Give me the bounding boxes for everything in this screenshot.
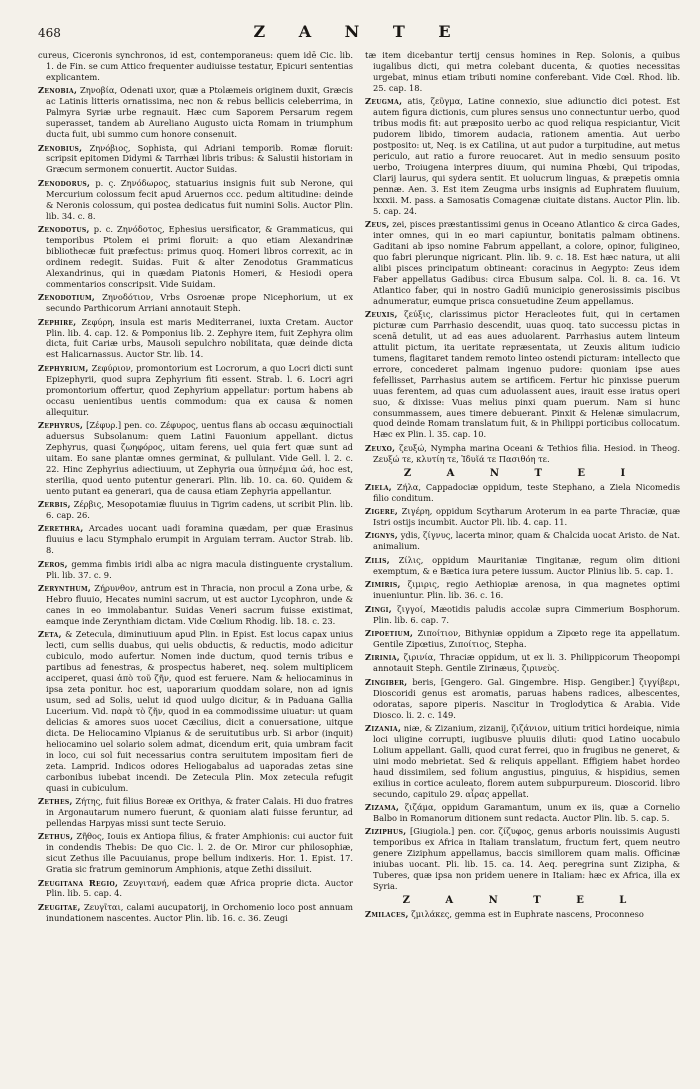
entry-lemma: Zethus, <box>38 831 74 842</box>
dictionary-entry <box>38 796 353 829</box>
entry-text: p. ς. Ζηνόδωρος, statuarius insignis fuit sub Nerone, qui Mercurium colossum fecit apud Aruernos ccc. pedum altitudine: deinde & Neronis colossum, qui postea dedicatus fuit numini Solis. Auctor Plin. lib. 34. c. 8. <box>46 177 353 221</box>
running-head: Z A N T E <box>253 22 465 41</box>
entry-lemma: Zenobius, <box>38 142 83 153</box>
dictionary-entry <box>38 292 353 314</box>
entry-text: ζιζάμα, oppidum Garamantum, unum ex iis, quæ a Cornelio Balbo in Romanorum ditionem sunt redacta. Auctor Plin. lib. 5. cap. 5. <box>373 802 680 823</box>
entry-text: niæ, & Zizanium, zizanij, ζιζάνιον, uitium tritici hordeique, nimia loci uligine corrupti, iugibusve pluuiis diluti: quod Latino uocabulo Lolium appellant. Galli, quod curat ferrei, quo in frugibus ne generet, & uini modo mebrietat. Sed & reliquis appellant. Effigiem habet hordeo haud dissimilem, sed folium angustius, pinguius, & hispidius, semen exilius in cortice aculeato, florem autem subpurpureum. Dioscorid. libro secundo, capitulo 29. αἶρας appellat. <box>373 722 680 799</box>
dictionary-entry <box>365 802 680 824</box>
dictionary-entry <box>38 583 353 627</box>
entry-lemma: Zeuxis, <box>365 309 398 320</box>
entry-text: p. c. Ζηνόδοτος, Ephesius uersificator, & Grammaticus, qui temporibus Ptolem ei primi floruit: a quo etiam Alexandrinæ bibliothecæ fuit præfectus: primus quoq. Homeri libros correxit, ac in ordinem redegit. Suidas. Fuit & alter Zenodotus Grammaticus Alexandrinus, qui in quædam Piatonis Homeri, & Hesiodi opera commentarios conscripsit. Vide Suidam. <box>46 224 353 289</box>
entry-lemma: Zigere, <box>365 506 399 517</box>
entry-lemma: Zingiber, <box>365 676 408 687</box>
entry-text: & Zetecula, diminutiuum apud Plin. in Epist. Est locus capax unius lecti, cum sellis duabus, qui uelis obductis, & reductis, modo adicitur cubiculo, modo aufertur. Nomen inde ductum, quod ternis tribus e partibus ad fenestras, & prospectus haberet, neq. solem multiplicem acciperet, quasi ἀπὸ τοῦ ζῆν, quod est feruere. Nam & heliocaminus in ipsa zeta ponitur. hoc est, uaporarium quoddam solare, non ad ignis usum, sed ad Solis, uelut id quod uulgo dicitur, & in Paduana Gallia Lucerium. Vid. παρὰ τὸ ζῆν, quod in ea commodissime uiuatur: ut quam delicias & amores suos uocet Cæcilius, dicit a conuersatione, uitque dicta. De Heliocamino Vlpianus & de seruitutibus urb. Si arbor (inquit) heliocamino uel solario solem admat, dicendum erit, quia umbram facit in loco, cui sol fuit necessarius contra seruitutem impositam fieri de zeta. Lamprid. Indicos odores Heliogabalus ad uaporadas zetas sine carbonibus iubebat incendi. De Zetecula Plin. Mox zetecula refugit quasi in cubiculum. <box>46 629 353 793</box>
dictionary-entry <box>38 499 353 521</box>
entry-text: ζμιλάκες, gemma est in Euphrate nascens, Proconneso <box>411 909 644 919</box>
dictionary-entry <box>38 629 353 793</box>
dictionary-entry <box>365 482 680 504</box>
entry-text: Ζίλις, oppidum Mauritaniæ Tingitanæ, regum olim ditioni exemptum, & e Bætica iura petere iussum. Auctor Plinius lib. 5. cap. 1. <box>373 554 680 576</box>
entry-text: Ζεφύριον, promontorium est Locrorum, a quo Locri dicti sunt Epizephyrii, quod supra Zephyrium fiti essent. Strab. l. 6. Locri agri promontorium offertur, quod Zephyrium appellatur: portum habens ab occasu uenientibus uentis commodum: qua ex causa & nomen allequitur. <box>46 362 353 417</box>
dictionary-entry <box>38 178 353 222</box>
entry-lemma: Zephyrium, <box>38 362 89 373</box>
page-number: 468 <box>38 26 61 40</box>
entry-text: Ζέρβις, Mesopotamiæ fluuius in Tigrim cadens, ut scribit Plin. lib. 6. cap. 26. <box>46 499 353 520</box>
entry-text: Ζήλα, Cappadociæ oppidum, teste Stephano, a Ziela Nicomedis filio conditum. <box>373 481 680 503</box>
entry-lemma: Zeus, <box>365 219 390 230</box>
entry-text: [Giugiola.] pen. cor. ζίζυφος, genus arboris nouissimis Augusti temporibus ex Africa in Italiam translatum, fructum fert, quem neutro genere Ziziphum appellamus, baccis simillorem quam malis. Officinæ iniubas uocant. Pli. lib. 15. ca. 14. Aeq. peregrina sunt Zizipha, & Tuberes, quæ ipsa non pridem uenere in Italiam: hæc ex Africa, illa ex Syria. <box>373 826 680 892</box>
dictionary-entry <box>38 831 353 875</box>
dictionary-entry <box>38 420 353 497</box>
entry-text: Ζευγῖται, calami aucupatorij, in Orchomenio loco post annuam inundationem nascentes. Auctor Plin. lib. 16. c. 36. Zeugi <box>46 901 353 923</box>
entry-lemma: Zethes, <box>38 795 73 806</box>
entry-lemma: Zerynthum, <box>38 583 92 594</box>
entry-lemma: Zeugitana Regio, <box>38 877 119 888</box>
dictionary-entry <box>38 523 353 556</box>
dictionary-entry <box>365 826 680 892</box>
entry-lemma: Zirinia, <box>365 652 400 663</box>
entry-text: zei, pisces præstantissimi genus in Oceano Atlantico & circa Gades, inter omnes, qui in eo mari capiuntur, bonitatis palmam obtinens. Gaditani ab ipso nomine Fabrum appellant, a colore, opinor, fuligineo, quo fabri plerunque nigricant. Plin. lib. 9. c. 18. Est hæc natura, ut alii alibi pisces principatum obtineant: coracinus in Aegypto: Zeus idem Faber appellatus Gadibus: circa Ebusum salpa. Col. li. 8. ca. 16. Vt Atlantico faber, qui in nostro Gadiū municipio generosissimis piscibus adnumeratur, eumque prisca consuetudine Zeum appellamus. <box>373 219 680 306</box>
dictionary-entry <box>38 878 353 900</box>
entry-text: ζιρινία, Thraciæ oppidum, ut ex li. 3. Philippicorum Theopompi annotauit Steph. Gentile Zirinæus, ζιρινεὺς. <box>373 652 680 674</box>
left-column <box>38 50 353 1077</box>
dictionary-entry <box>38 50 353 83</box>
entry-lemma: Zizania, <box>365 722 402 733</box>
entry-text: Ζῆθος, Iouis ex Antiopa filius, & frater Amphionis: cui auctor fuit in condendis Thebis: De quo Cic. l. 2. de Or. Miror cur philosophiæ, sicut Zethus ille Pacuuianus, prope bellum indixeris. Hor. 1. Epist. 17. Gratia sic fratrum geminorum Amphionis, atque Zethi dissiluit. <box>46 831 353 875</box>
entry-lemma: Zenodorus, <box>38 177 91 188</box>
dictionary-entry <box>38 143 353 176</box>
right-column-part-c <box>365 909 680 920</box>
entry-text: ζιμιρις, regio Aethiopiæ arenosa, in qua magnetes optimi inueniuntur. Plin. lib. 36. c. 16. <box>373 579 680 601</box>
dictionary-entry <box>365 579 680 601</box>
entry-text: Ζήρυνθον, antrum est in Thracia, non procul a Zona urbe, & Hebro fluuio, Hecates numini sacrum, ut est auctor Lycophron, unde & canes in eo immolabantur. Suidas Veneri sacrum fuisse existimat, eamque inde Zerynthiam dictam. Vide Cœlium Rhodig. lib. 18. c. 23. <box>46 583 353 626</box>
entry-text: gemma fimbis iridi alba ac nigra macula distinguente crystalium. Pli. lib. 37. c. 9. <box>46 558 353 580</box>
entry-text: Ζιποίτιον, Bithyniæ oppidum a Zipœto rege ita appellatum. Gentile Zipœtius, Ζιποίτιος, Stepha. <box>373 627 680 649</box>
entry-text: cureus, Ciceronis synchronos, id est, contemporaneus: quem idē Cic. lib. 1. de Fin. se cum Attico frequenter audiuisse testatur, Epicuri sententias explicantem. <box>38 50 353 82</box>
section-heading: Z A N T E I <box>403 467 642 479</box>
dictionary-entry <box>365 96 680 216</box>
entry-text: Arcades uocant uadi foramina quædam, per quæ Erasinus fluuius e lacu Stymphalo erumpit in Arguiam terram. Auctor Strab. lib. 8. <box>46 523 353 556</box>
entry-lemma: Zerethra, <box>38 523 84 534</box>
right-column-part-b <box>365 482 680 892</box>
dictionary-entry <box>38 559 353 581</box>
dictionary-entry <box>365 723 680 800</box>
entry-lemma: Zenobia, <box>38 85 78 96</box>
entry-lemma: Zenodotium, <box>38 292 96 303</box>
entry-text: atis, ζεῦγμα, Latine connexio, siue adiunctio dici potest. Est autem figura dictionis, cum plures sensus uno connectuntur uerbo, quod tribus modis fit: aut præposito uerbo ac quod reliqua respiciantur, Vicit pudorem libido, timorem audacia, rationem amentia. Aut uerbo postposito: ut, Neq. is ex Catilina, ut aut pudor a turpitudine, aut metus periculo, aut ratio a furore reuocaret. Aut in medio sensuum posito uerbo, Troiugena interpres diuum, qui numina Phœbi, Qui tripodas, Clarij laurus, qui sydera sentit. Et uolucrum linguas, & præpetis omnia pennæ. Aen. 3. Est item Zeugma urbs insignis ad Euphratem fluuium, lxxxii. M. pass. a Samosatis Comagenæ ciuitate distans. Auctor Plin. lib. 5. cap. 24. <box>373 96 680 216</box>
entry-text: ydis, ζίγνυς, lacerta minor, quam & Chalcida uocat Aristo. de Nat. animalium. <box>373 530 680 552</box>
entry-text: Ζιγέρη, oppidum Scytharum Aroterum in ea parte Thraciæ, quæ Istri ostijs incumbit. Auctor Pli. lib. 4. cap. 11. <box>373 506 680 527</box>
entry-text: Ζηνοβία, Odenati uxor, quæ a Ptolæmeis originem duxit, Græcis ac Latinis litteris ornatissima, nec non & rebus bellicis celeberrima, in Palmyra Syriæ urbe regnauit. Hæc cum Saporem Persarum regem superasset, tandem ab Aureliano Augusto uicta Romam in triumphum ducta fuit, ubi summo cum honore consenuit. <box>46 85 353 140</box>
entry-lemma: Zizama, <box>365 802 400 812</box>
entry-lemma: Ziela, <box>365 481 392 492</box>
dictionary-entry <box>365 50 680 94</box>
dictionary-entry <box>38 902 353 924</box>
section-heading: Z A N T E L <box>402 895 643 906</box>
page-header <box>38 22 680 44</box>
dictionary-entry <box>365 443 680 465</box>
dictionary-entry <box>38 363 353 418</box>
entry-lemma: Zignys, <box>365 530 399 541</box>
right-column-part-a <box>365 50 680 465</box>
entry-text: Ζευγιτανή, eadem quæ Africa proprie dicta. Auctor Plin. lib. 5. cap. 4. <box>46 877 353 899</box>
entry-lemma: Zingi, <box>365 603 392 614</box>
entry-lemma: Zmilaces, <box>365 909 409 919</box>
entry-lemma: Zipoetium, <box>365 627 414 638</box>
dictionary-entry <box>365 604 680 626</box>
dictionary-entry <box>38 85 353 140</box>
entry-text: Ζεφύρη, insula est maris Mediterranei, iuxta Cretam. Auctor Plin. lib. 4. cap. 12. & Pomponius lib. 2. Zephyre item, fuit Zephyra olim dicta, fuit Cariæ urbs, Mausoli sepulchro nobilitata, quæ deinde dicta est Halicarnassus. Auctor Str. lib. 14. <box>46 316 353 360</box>
entry-text: [Ζέφυρ.] pen. co. Ζέφυρος, uentus flans ab occasu æquinoctiali aduersus Subsolanum: quem Latini Fauonium appellant. dictus Zephyrus, quasi ζωηφόρος, uitam ferens, uel quia fert quæ sunt ad uitam. Eo sane plantæ omnes germinat, & pullulant. Vide Gell. l. 2. c. 22. Hinc Zephyrius adiectiuum, ut Zephyria oua ὑπηνέμια ὡά, hoc est, sterilia, quod uento putentur generari. Plin. lib. 10. ca. 60. Quidem & uento putant ea generari, qua de causa etiam Zephyria appellantur. <box>46 420 353 496</box>
dictionary-entry <box>365 555 680 577</box>
entry-lemma: Zeta, <box>38 629 62 640</box>
entry-lemma: Zephyrus, <box>38 420 84 430</box>
dictionary-entry <box>365 309 680 440</box>
entry-lemma: Zerbis, <box>38 499 71 510</box>
text-columns <box>38 50 680 1077</box>
dictionary-entry <box>365 677 680 721</box>
entry-lemma: Zeros, <box>38 558 68 569</box>
entry-text: Ζηνοδότιον, Vrbs Osroenæ prope Nicephorium, ut ex secundo Parthicorum Arriani annotauit Steph. <box>46 292 353 314</box>
entry-lemma: Zilis, <box>365 554 390 565</box>
dictionary-entry <box>38 317 353 361</box>
entry-lemma: Zeugma, <box>365 96 403 107</box>
entry-text: ζευξώ, Nympha marina Oceani & Tethios filia. Hesiod. in Theog. Ζευξώ τε, κλυτίη τε, Ἰδυῖά τε Πασιθόη τε. <box>373 442 680 464</box>
right-column <box>365 50 680 1077</box>
entry-text: ζιγγοί, Mæotidis paludis accolæ supra Cimmerium Bosphorum. Plin. lib. 6. cap. 7. <box>373 603 680 625</box>
entry-text: Ζήτης, fuit filius Boreæ ex Orithya, & frater Calais. Hi duo fratres in Argonautarum numero fuerunt, & quoniam alati fuisse feruntur, ad pellendas Harpyas missi sunt tecte Seruio. <box>46 795 353 828</box>
dictionary-entry <box>365 219 680 307</box>
entry-lemma: Zeugitae, <box>38 901 81 912</box>
entry-lemma: Zenodotus, <box>38 224 90 235</box>
entry-lemma: Ziziphus, <box>365 826 407 837</box>
entry-lemma: Zeuxo, <box>365 442 396 453</box>
dictionary-entry <box>365 506 680 528</box>
entry-text: beris, [Gengero. Gal. Gingembre. Hisp. Gengiber.] ζιγγίβερι, Dioscoridi genus est aromatis, paruas habens radices, albescentes, odoratas, sapore piperis. Nascitur in Troglodytica & Arabia. Vide Diosco. li. 2. c. 149. <box>373 676 680 720</box>
entry-lemma: Zimiris, <box>365 579 401 590</box>
dictionary-entry <box>365 530 680 552</box>
entry-text: tæ item dicebantur tertij census homines in Rep. Solonis, a quibus iugalibus dicti, qui metra colebant ducenta, & quoties necessitas urgebat, minus etiam tributi nomine conferebant. Vide Cœl. Rhod. lib. 25. cap. 18. <box>365 50 680 93</box>
entry-lemma: Zephire, <box>38 316 77 327</box>
entry-text: ζεύξις, clarissimus pictor Heracleotes fuit, qui in certamen picturæ cum Parrhasio descendit, uuas quoq. tato successu pictas in scenā detulit, ut ad eas aues aduolarent. Parrhasius autem linteum attulit pictum, ita ueritate repræsentata, ut Zeuxis alitum iudicio tumens, flagitaret tandem remoto linteo ostendi picturam: intellecto que errore, concederet palmam ingenuo pudore: quoniam ipse aues fefellisset, Parrhasius autem se artificem. Fertur hic pinxisse puerum uuas ferentem, ad quas cum aduolassent aues, irauit esse iratus operi suo, & dixisse: Vuas melius pinxi quam puerum. Nam si hunc consummassem, aues timere debuerant. Pinxit & Helenæ simulacrum, quod deinde Romam translatum fuit, & in Philippi porticibus collocatum. Hæc ex Plin. l. 35. cap. 10. <box>373 309 680 440</box>
dictionary-entry <box>365 909 680 920</box>
entry-text: Ζηνόβιος, Sophista, qui Adriani temporib. Romæ floruit: scripsit epitomen Didymi & Tarrhæi libris tribus: & Salustii historiam in Græcum sermonem conuertit. Auctor Suidas. <box>46 142 353 175</box>
dictionary-entry <box>365 628 680 650</box>
dictionary-entry <box>38 224 353 290</box>
dictionary-entry <box>365 652 680 674</box>
